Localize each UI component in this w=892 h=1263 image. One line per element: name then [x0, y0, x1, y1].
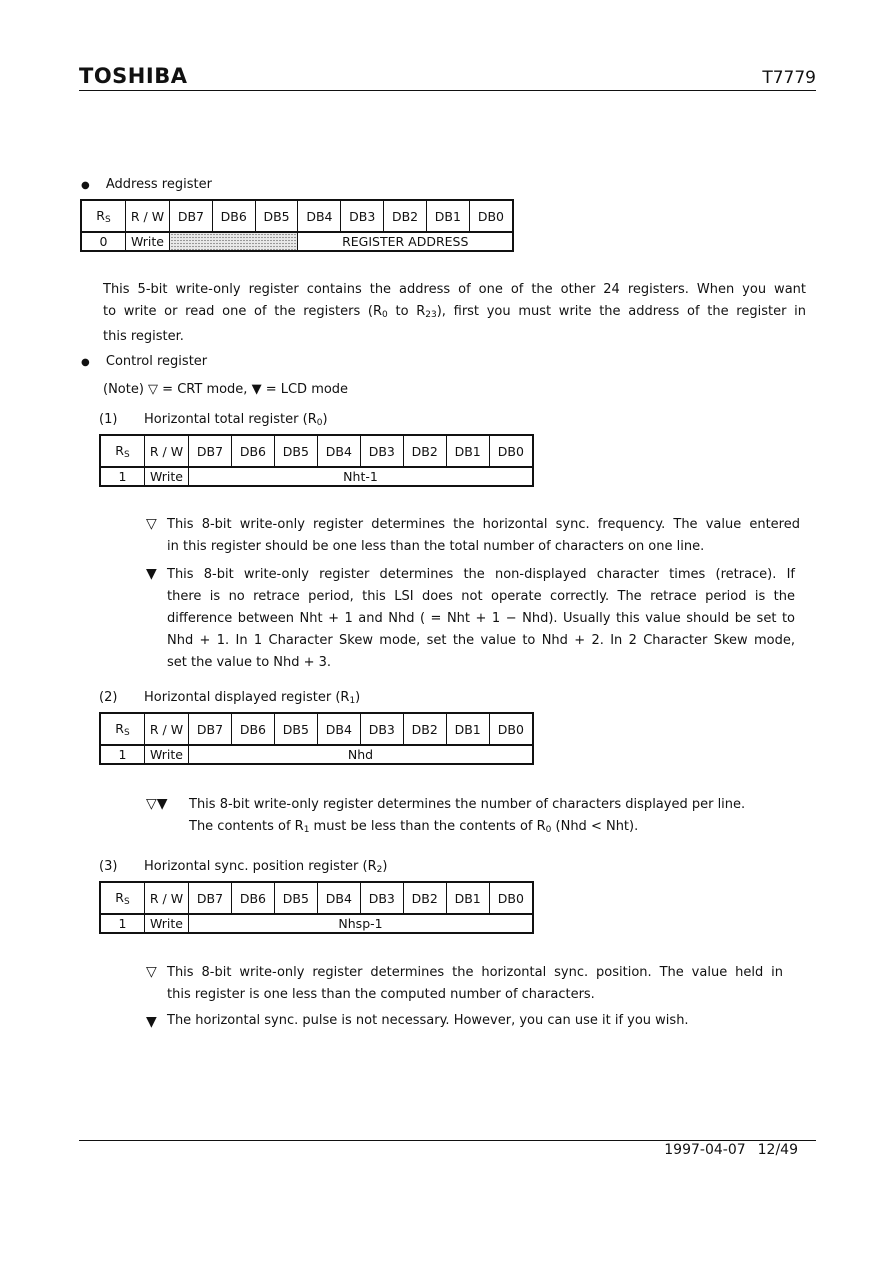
bit-header: DB0 [489, 713, 533, 745]
bit-header: DB1 [426, 200, 469, 232]
bit-header: DB4 [298, 200, 341, 232]
bit-header: DB0 [489, 435, 533, 467]
bit-header: DB2 [403, 882, 446, 914]
bit-header: DB6 [231, 882, 274, 914]
rs-value: 1 [100, 914, 145, 933]
bit-header: DB7 [189, 882, 232, 914]
r0-crt-description: This 8-bit write-only register determines the horizontal sync. frequency. The value entered in this register should be one less than the total number of characters on one line. [167, 517, 800, 554]
r0-register-table [99, 434, 534, 487]
rw-header: R / W [145, 882, 189, 914]
header-rule [79, 90, 816, 91]
r0-lcd-description: This 8-bit write-only register determines the non-displayed character times (retrace). If there is no retrace period, this LSI does not operate correctly. The retrace period is the difference between Nht + 1 and Nhd ( = Nht + 1 − Nhd). Usually this value should be set to Nhd + 1. In 1 Character Skew mode, set the value to Nhd + 2. In 2 Character Skew mode, set the value to Nhd + 3. [167, 567, 795, 670]
bit-header: DB7 [189, 435, 232, 467]
rs-value: 1 [100, 745, 145, 764]
rw-header: R / W [145, 713, 189, 745]
bit-header: DB5 [274, 713, 317, 745]
bit-header: DB1 [446, 435, 489, 467]
r2-title: Horizontal sync. position register $(R_2)$ [144, 859, 388, 875]
bit-header: DB7 [189, 713, 232, 745]
bit-header: DB3 [341, 200, 384, 232]
bit-header: DB2 [384, 200, 427, 232]
lcd-mode-icon: ▼ [146, 566, 157, 582]
r2-register-table [99, 881, 534, 934]
rw-value: Write [145, 914, 189, 933]
section-number: (2) [99, 690, 118, 705]
lcd-mode-icon: ▼ [146, 1014, 157, 1030]
bit-header: DB5 [274, 882, 317, 914]
address-register-heading: ● Address register [81, 177, 212, 192]
bit-header: DB4 [317, 882, 360, 914]
field-value: Nht-1 [189, 467, 534, 486]
control-register-heading: ● Control register [81, 354, 208, 369]
bullet-icon: ● [81, 357, 90, 368]
bit-header: DB3 [360, 882, 403, 914]
bit-header: DB4 [317, 435, 360, 467]
bullet-icon: ● [81, 180, 90, 191]
page-footer [600, 1142, 798, 1158]
bit-header: DB6 [231, 713, 274, 745]
part-number: T7779 [762, 68, 816, 88]
rw-value: Write [145, 467, 189, 486]
rs-value: 0 [81, 232, 126, 251]
crt-lcd-mode-icons [146, 796, 168, 812]
r1-title: Horizontal displayed register $(R_1)$ [144, 690, 361, 706]
rw-value: Write [145, 745, 189, 764]
r1-register-table [99, 712, 534, 765]
bit-header: DB4 [317, 713, 360, 745]
field-value: Nhsp-1 [189, 914, 534, 933]
bit-header: DB1 [446, 713, 489, 745]
rw-header: R / W [126, 200, 170, 232]
unused-bits-hatch [170, 232, 298, 251]
mode-note: (Note) ▽ = CRT mode, ▼ = LCD mode [103, 382, 349, 397]
r0-title: Horizontal total register $(R_0)$ [144, 412, 328, 428]
footer-rule [79, 1140, 816, 1141]
bit-header: DB6 [212, 200, 255, 232]
rs-header: $R_S$ [81, 200, 126, 232]
bit-header: DB0 [469, 200, 513, 232]
bit-header: DB2 [403, 713, 446, 745]
rs-value: 1 [100, 467, 145, 486]
crt-mode-icon: ▽ [146, 964, 157, 980]
bit-header: DB1 [446, 882, 489, 914]
field-value: Nhd [189, 745, 534, 764]
lcd-mode-icon: ▼ [156, 796, 168, 812]
crt-mode-icon: ▽ [146, 516, 157, 532]
crt-mode-icon: ▽ [146, 796, 157, 812]
rs-header: $R_S$ [100, 435, 145, 467]
document-date: 1997-04-07 [664, 1142, 746, 1158]
bit-header: DB6 [231, 435, 274, 467]
r2-crt-description: This 8-bit write-only register determines the horizontal sync. position. The value held in this register is one less than the computed number of characters. [167, 965, 783, 1002]
section-number: (1) [99, 412, 118, 427]
rw-value: Write [126, 232, 170, 251]
r1-description: This 8-bit write-only register determines the number of characters displayed per line. The contents of $R_1$ must be less than the contents of $R_0$ (Nhd < Nht). [189, 797, 746, 835]
r2-lcd-description: The horizontal sync. pulse is not necessary. However, you can use it if you wish. [167, 1013, 689, 1028]
bit-header: DB5 [255, 200, 298, 232]
rs-header: $R_S$ [100, 713, 145, 745]
bit-header: DB5 [274, 435, 317, 467]
address-register-table [80, 199, 514, 252]
bit-header: DB2 [403, 435, 446, 467]
rs-header: $R_S$ [100, 882, 145, 914]
field-value: REGISTER ADDRESS [298, 232, 513, 251]
rw-header: R / W [145, 435, 189, 467]
bit-header: DB3 [360, 713, 403, 745]
toshiba-logo: TOSHIBA [79, 64, 188, 88]
page-number: 12/49 [757, 1142, 798, 1158]
section-number: (3) [99, 859, 118, 874]
bit-header: DB7 [170, 200, 213, 232]
bit-header: DB0 [489, 882, 533, 914]
address-register-description: This 5-bit write-only register contains the address of one of the other 24 registers. When you want to write or read one of the registers ($R_0$ to $R_{23}$), first you must write the address of the register in this register. [103, 282, 806, 344]
bit-header: DB3 [360, 435, 403, 467]
